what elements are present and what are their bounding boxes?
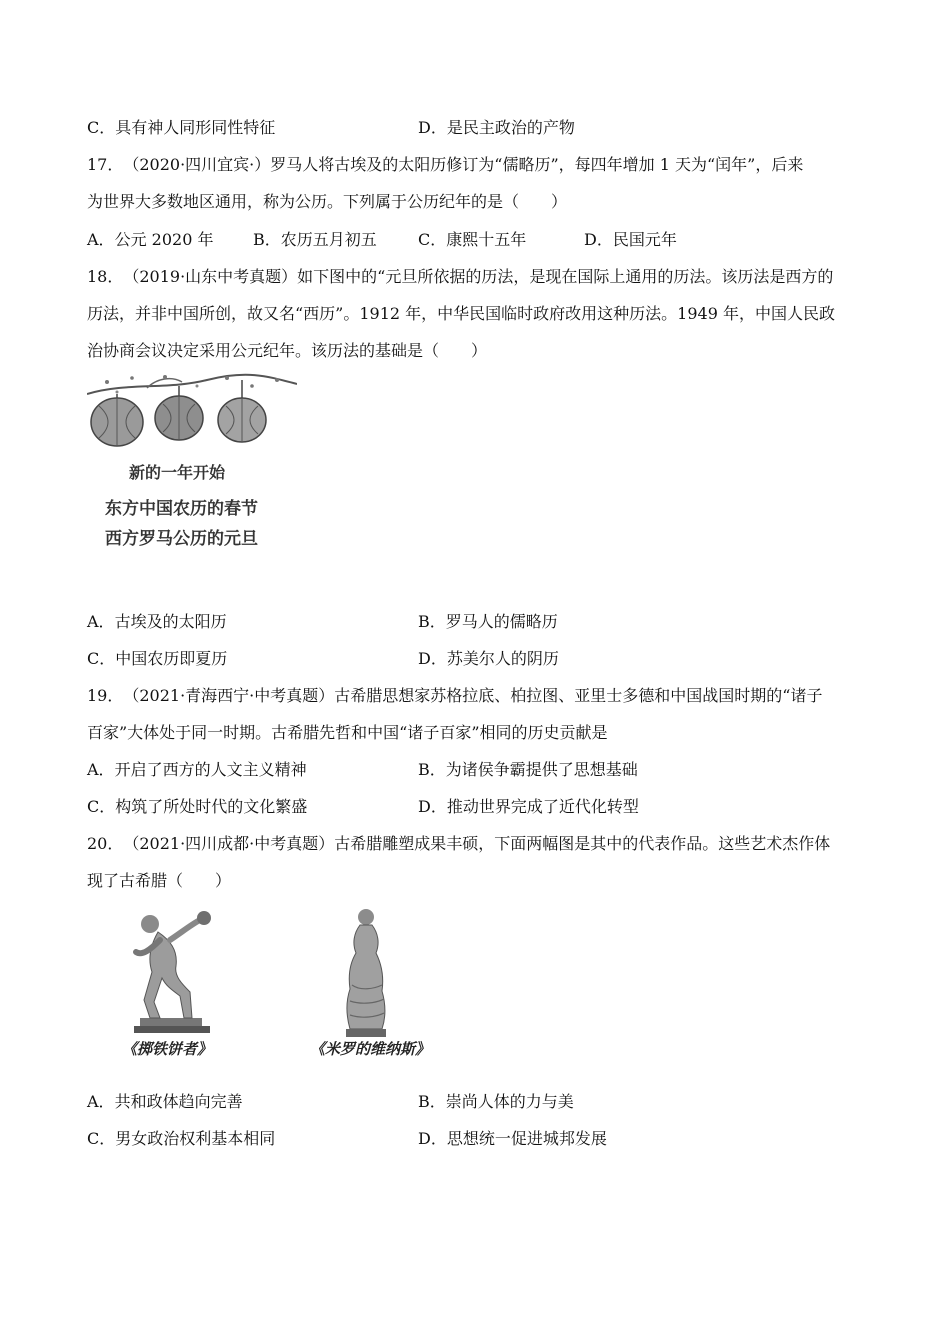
option-text: 推动世界完成了近代化转型 (446, 797, 639, 816)
option-text: 公元 2020 年 (114, 230, 214, 249)
option-text: 苏美尔人的阴历 (446, 649, 559, 668)
option-label: D． (418, 797, 447, 816)
option-label: C． (87, 797, 116, 816)
q19-option-a[interactable] (87, 760, 307, 780)
option-label: C． (87, 649, 116, 668)
option-text: 古埃及的太阳历 (114, 612, 227, 631)
q20-option-b[interactable] (418, 1092, 574, 1112)
q18-stem-line3: 治协商会议决定采用公元纪年。该历法的基础是（ ） (87, 341, 488, 360)
venus-de-milo-statue-image (330, 905, 400, 1040)
question-number: 18． (87, 267, 124, 286)
option-label: B． (418, 1092, 446, 1111)
option-text: 民国元年 (612, 230, 677, 249)
option-label: A． (87, 612, 115, 631)
q17-option-c[interactable] (418, 230, 526, 250)
option-text: 崇尚人体的力与美 (445, 1092, 574, 1111)
q18-option-c[interactable] (87, 649, 227, 669)
option-text: 为诸侯争霸提供了思想基础 (445, 760, 638, 779)
option-label: C． (87, 118, 116, 137)
q18-option-a[interactable] (87, 612, 227, 632)
option-label: A． (87, 230, 115, 249)
option-text: 构筑了所处时代的文化繁盛 (115, 797, 308, 816)
option-label: B． (418, 760, 446, 779)
q18-stem-line1 (87, 267, 833, 287)
figure-line-spring-festival: 东方中国农历的春节 (105, 499, 258, 519)
option-label: D． (418, 649, 447, 668)
option-label: B． (253, 230, 281, 249)
q19-option-d[interactable] (418, 797, 639, 817)
q17-option-b[interactable] (253, 230, 377, 250)
q17-option-a[interactable] (87, 230, 213, 250)
option-label: D． (584, 230, 613, 249)
q20-option-a[interactable] (87, 1092, 243, 1112)
venus-de-milo-caption: 《米罗的维纳斯》 (310, 1040, 431, 1058)
question-number: 20． (87, 834, 124, 853)
q16-option-d[interactable] (418, 118, 575, 138)
option-label: C． (87, 1129, 116, 1148)
option-text: 农历五月初五 (280, 230, 377, 249)
q20-stem-line1 (87, 834, 830, 854)
question-text: （2021·四川成都·中考真题）古希腊雕塑成果丰硕，下面两幅图是其中的代表作品。这些艺术杰作体 (131, 834, 831, 853)
question-number: 17． (87, 155, 124, 174)
discobolus-caption: 《掷铁饼者》 (122, 1040, 213, 1058)
option-text: 思想统一促进城邦发展 (446, 1129, 607, 1148)
question-text: （2021·青海西宁·中考真题）古希腊思想家苏格拉底、柏拉图、亚里士多德和中国战国时期的“诸子 (131, 686, 823, 705)
option-text: 康熙十五年 (446, 230, 527, 249)
option-text: 男女政治权利基本相同 (115, 1129, 276, 1148)
q17-stem-line1 (87, 155, 803, 175)
option-text: 具有神人同形同性特征 (115, 118, 276, 137)
figure-line-new-years-day: 西方罗马公历的元旦 (105, 529, 258, 549)
option-text: 开启了西方的人文主义精神 (114, 760, 307, 779)
option-text: 中国农历即夏历 (115, 649, 228, 668)
q18-stem-line2: 历法，并非中国所创，故又名“西历”。1912 年，中华民国临时政府改用这种历法。1949 年，中国人民政 (87, 304, 835, 323)
lantern-illustration (87, 372, 297, 452)
option-label: C． (418, 230, 447, 249)
question-text: （2019·山东中考真题）如下图中的“元旦所依据的历法，是现在国际上通用的历法。该历法是西方的 (131, 267, 834, 286)
option-label: A． (87, 760, 115, 779)
option-text: 是民主政治的产物 (446, 118, 575, 137)
q19-stem-line1 (87, 686, 822, 706)
new-year-figure (87, 372, 297, 550)
option-label: D． (418, 1129, 447, 1148)
q20-option-d[interactable] (418, 1129, 607, 1149)
option-label: A． (87, 1092, 115, 1111)
q19-stem-line2: 百家”大体处于同一时期。古希腊先哲和中国“诸子百家”相同的历史贡献是 (87, 723, 608, 742)
discobolus-statue-image (130, 910, 220, 1035)
option-text: 共和政体趋向完善 (114, 1092, 243, 1111)
option-label: D． (418, 118, 447, 137)
q17-stem-line2: 为世界大多数地区通用，称为公历。下列属于公历纪年的是（ ） (87, 192, 568, 211)
q18-option-b[interactable] (418, 612, 558, 632)
option-label: B． (418, 612, 446, 631)
question-text: （2020·四川宜宾·）罗马人将古埃及的太阳历修订为“儒略历”，每四年增加 1 天为“闰年”，后来 (131, 155, 804, 174)
q20-stem-line2: 现了古希腊（ ） (87, 871, 232, 890)
q20-option-c[interactable] (87, 1129, 275, 1149)
question-number: 19． (87, 686, 124, 705)
q16-option-c[interactable] (87, 118, 275, 138)
q19-option-b[interactable] (418, 760, 638, 780)
q19-option-c[interactable] (87, 797, 307, 817)
figure-line-new-year: 新的一年开始 (129, 463, 226, 482)
statues-figure (120, 910, 450, 1065)
q17-option-d[interactable] (584, 230, 677, 250)
q18-option-d[interactable] (418, 649, 559, 669)
option-text: 罗马人的儒略历 (445, 612, 558, 631)
